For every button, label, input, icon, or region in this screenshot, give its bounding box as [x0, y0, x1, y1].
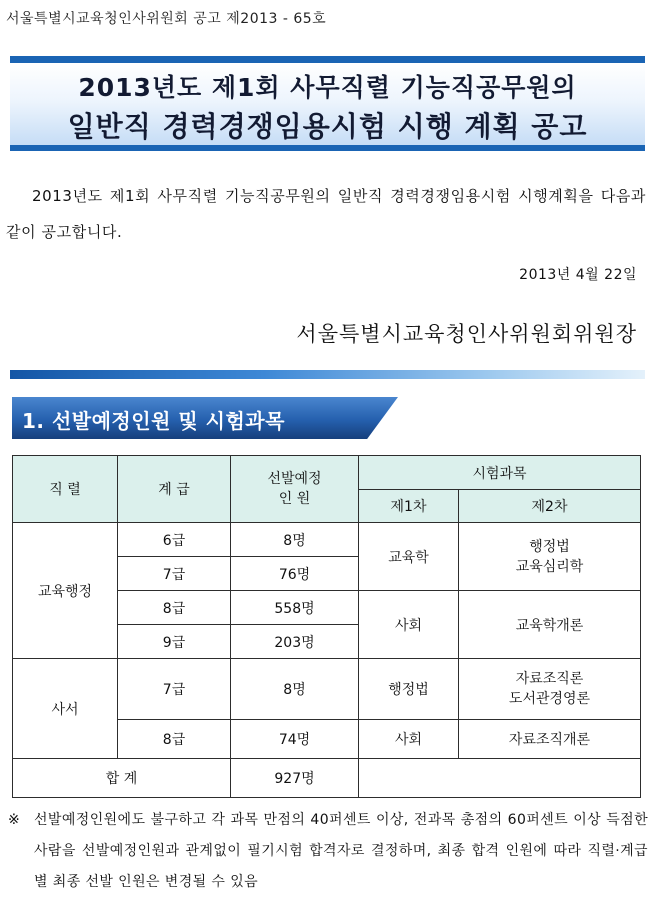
grade-cell: 7급	[118, 659, 231, 720]
title-banner	[10, 63, 645, 145]
note-text: 선발예정인원에도 불구하고 각 과목 만점의 40퍼센트 이상, 전과목 총점의 60퍼센트 이상 득점한 사람을 선발예정인원과 관계없이 필기시험 합격자로 결정하며, 최종 합격 인원에 따라 직렬·계급별 최종 선발 인원은 변경될 수 있음	[34, 812, 648, 890]
note-mark: ※	[8, 812, 21, 828]
header-subjects: 시험과목	[359, 456, 641, 490]
grade-cell: 7급	[118, 557, 231, 591]
grade-cell: 9급	[118, 625, 231, 659]
table-row	[13, 659, 641, 720]
header-grade: 계 급	[118, 456, 231, 523]
header-first-exam: 제1차	[359, 490, 459, 523]
table-row	[13, 523, 641, 557]
first-exam-cell: 행정법	[359, 659, 459, 720]
header-quota	[231, 456, 359, 523]
notice-number: 서울특별시교육청인사위원회 공고 제2013 - 65호	[6, 11, 327, 27]
quota-cell: 76명	[231, 557, 359, 591]
header-second-exam: 제2차	[459, 490, 641, 523]
subject-line: 교육심리학	[515, 558, 584, 575]
first-exam-cell: 교육학	[359, 523, 459, 591]
quota-cell: 8명	[231, 523, 359, 557]
grade-cell: 8급	[118, 720, 231, 759]
announcement-date: 2013년 4월 22일	[519, 267, 637, 283]
subject-line: 행정법	[529, 538, 570, 555]
series-cell: 사서	[13, 659, 118, 759]
title-line-2: 일반직 경력경쟁임용시험 시행 계획 공고	[67, 110, 588, 143]
total-quota: 927명	[231, 759, 359, 798]
signer: 서울특별시교육청인사위원회위원장	[296, 322, 637, 346]
header-quota-line2: 인 원	[278, 491, 311, 507]
grade-cell: 6급	[118, 523, 231, 557]
second-exam-cell	[459, 659, 641, 720]
quota-cell: 8명	[231, 659, 359, 720]
title-bottom-rule	[10, 145, 645, 151]
subject-line: 도서관경영론	[508, 691, 591, 707]
quota-cell: 203명	[231, 625, 359, 659]
first-exam-cell: 사회	[359, 591, 459, 659]
total-label: 합 계	[13, 759, 231, 798]
grade-cell: 8급	[118, 591, 231, 625]
exam-table	[12, 455, 641, 798]
series-cell: 교육행정	[13, 523, 118, 659]
intro-paragraph: 2013년도 제1회 사무직렬 기능직공무원의 일반직 경력경쟁임용시험 시행계획을 다음과 같이 공고합니다.	[6, 187, 646, 241]
quota-cell: 558명	[231, 591, 359, 625]
section-title: 1. 선발예정인원 및 시험과목	[22, 409, 285, 433]
second-exam-cell: 자료조직개론	[459, 720, 641, 759]
title-top-rule	[10, 56, 645, 63]
total-empty-cell	[359, 759, 641, 798]
subject-line: 자료조직론	[515, 671, 584, 687]
section-divider	[10, 370, 645, 379]
first-exam-cell: 사회	[359, 720, 459, 759]
header-quota-line1: 선발예정	[267, 471, 322, 487]
total-row	[13, 759, 641, 798]
header-series: 직 렬	[13, 456, 118, 523]
second-exam-cell	[459, 523, 641, 591]
quota-cell: 74명	[231, 720, 359, 759]
footnote	[8, 805, 648, 898]
title-line-1: 2013년도 제1회 사무직렬 기능직공무원의	[78, 73, 577, 102]
second-exam-cell: 교육학개론	[459, 591, 641, 659]
